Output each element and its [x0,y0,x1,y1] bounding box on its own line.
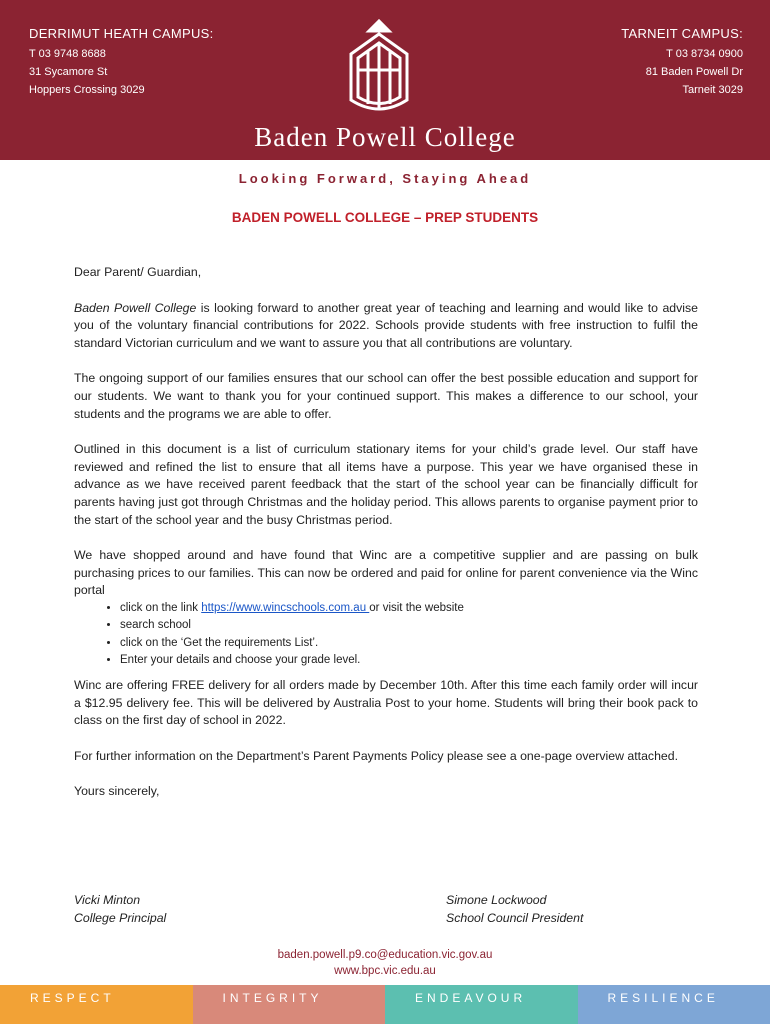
paragraph-intro [74,300,698,353]
signatory-name: Vicki Minton [74,893,141,907]
paragraph-stationery: Outlined in this document is a list of curriculum stationary items for your child’s grade level. Our staff have reviewed and refined the list to ensure that all items have a purpose. This year we have organised these in advance as we have received parent feedback that the start of the school year can be financially difficult for parents having just got through Christmas and the holiday period. This allows parents to organise payment prior to the start of the school year and the busy Christmas period. [74,442,698,527]
derrimut-campus-address [29,25,214,99]
tagline: Looking Forward, Staying Ahead [238,171,532,186]
tarneit-campus-address [621,25,743,99]
paragraph-support: The ongoing support of our families ensures that our school can offer the best possible education and support for our students. We want to thank you for your continued support. This makes a difference to our school, your students and the programs we are able to offer. [74,371,698,421]
signature-principal [74,891,166,927]
paragraph-winc: We have shopped around and have found that Winc are a competitive supplier and are passing on bulk purchasing prices to our families. This can now be ordered and paid for online for parent convenience via the Winc portal [74,548,698,598]
college-name-italic: Baden Powell College [74,300,197,315]
value-integrity: INTEGRITY [193,985,386,1024]
paragraph-delivery: Winc are offering FREE delivery for all orders made by December 10th. After this time each family order will incur a $12.95 delivery fee. This will be delivered by Australia Post to your home. Students will bring their book pack to class on the first day of school in 2022. [74,677,698,728]
campus-phone: T 03 8734 0900 [666,48,743,60]
instruction-list [74,600,698,670]
campus-title: TARNEIT CAMPUS: [621,26,743,41]
values-footer [0,985,770,1024]
paragraph-policy: For further information on the Department’s Parent Payments Policy please see a one-page overview attached. [74,748,679,763]
list-item: • search school [120,617,698,635]
letterhead [0,0,770,160]
letter-body [74,264,698,819]
winc-link[interactable]: https://www.wincschools.com.au [201,601,370,614]
campus-street: 81 Baden Powell Dr [645,66,743,78]
contact-website: www.bpc.vic.edu.au [334,965,436,977]
contact-email: baden.powell.p9.co@education.vic.gov.au [277,949,493,961]
college-crest-icon [347,18,411,122]
list-item: • Enter your details and choose your grade level. [120,652,698,670]
value-endeavour: ENDEAVOUR [385,985,578,1024]
closing: Yours sincerely, [74,784,160,799]
list-item-text: or visit the website [369,601,464,614]
value-respect: RESPECT [0,985,193,1024]
list-item [120,600,698,618]
campus-suburb: Hoppers Crossing 3029 [29,84,145,96]
contact-details [0,947,770,979]
list-item-text: click on the link [120,601,202,614]
signatory-role: College Principal [74,911,167,925]
signature-president [446,891,583,927]
paragraph-intro-text: is looking forward to another great year of teaching and learning and would like to advise you of the voluntary financial contributions for 2022. Schools provide students with free instruction to fulfil the standard Victorian curriculum and we want to assure you that all contributions are voluntary. [74,300,698,350]
document-title: BADEN POWELL COLLEGE – PREP STUDENTS [231,210,539,225]
signatory-name: Simone Lockwood [446,893,547,907]
campus-street: 31 Sycamore St [29,66,108,78]
signatory-role: School Council President [446,911,584,925]
campus-suburb: Tarneit 3029 [682,84,743,96]
campus-title: DERRIMUT HEATH CAMPUS: [29,26,214,41]
campus-phone: T 03 9748 8688 [29,48,106,60]
value-resilience: RESILIENCE [578,985,770,1024]
salutation: Dear Parent/ Guardian, [74,265,202,279]
college-name: Baden Powell College [254,122,516,152]
list-item: • click on the ‘Get the requirements List’. [120,635,698,653]
